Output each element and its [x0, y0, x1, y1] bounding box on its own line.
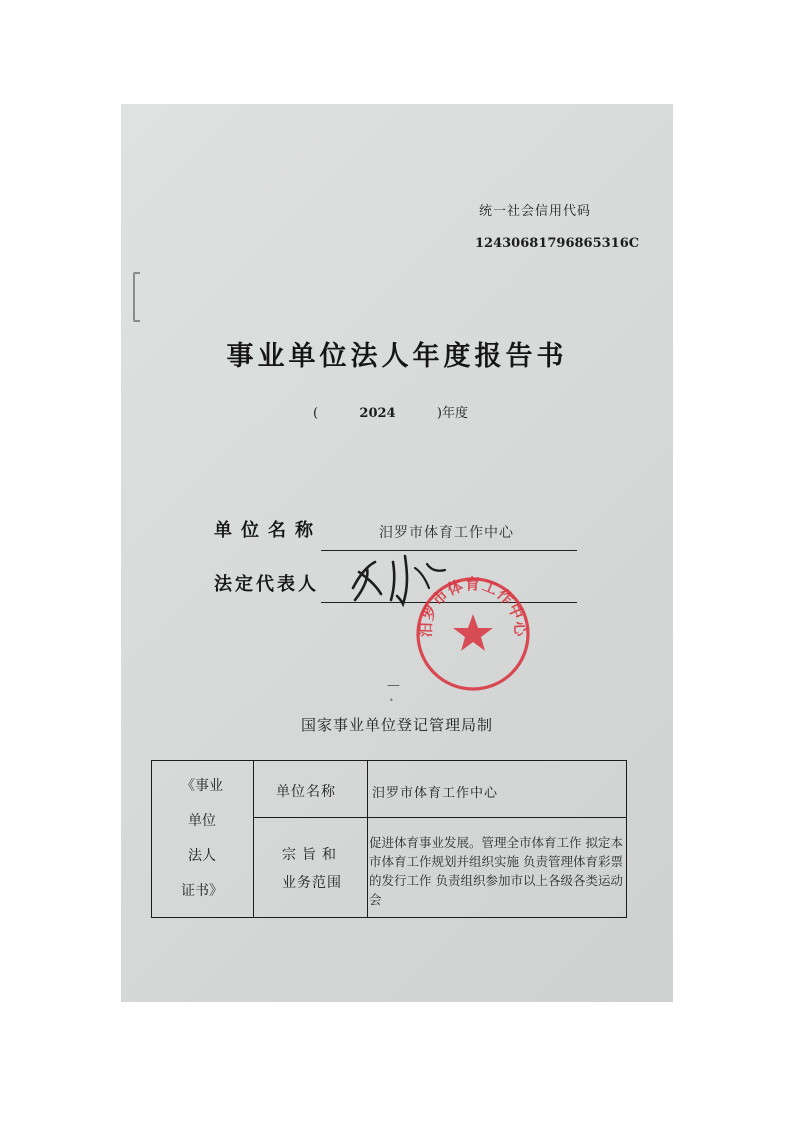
certificate-info-table	[151, 760, 627, 918]
legal-rep-label: 法定代表人	[214, 574, 319, 595]
unit-name-value: 汨罗市体育工作中心	[379, 525, 514, 541]
binder-clip-mark	[133, 272, 140, 322]
cert-label-line: 证书》	[181, 883, 223, 899]
credit-code-value: 12430681796865316C	[475, 236, 640, 251]
cert-unit-name-label: 单位名称	[276, 784, 336, 800]
cert-label-line: 单位	[188, 813, 216, 829]
separator-dot: •	[389, 696, 394, 705]
official-seal	[413, 574, 533, 694]
unit-name-label: 单位名称	[214, 520, 322, 541]
certificate-label-column	[152, 769, 252, 909]
purpose-label-line-2: 业务范围	[282, 875, 342, 891]
purpose-label-line-1: 宗旨和	[282, 847, 342, 863]
cert-label-line: 《事业	[181, 778, 223, 794]
cert-unit-name-value: 汨罗市体育工作中心	[372, 786, 499, 801]
cert-label-line: 法人	[188, 848, 216, 864]
cert-purpose-label	[256, 841, 368, 897]
issuing-bureau: 国家事业单位登记管理局制	[300, 716, 493, 734]
credit-code-label: 统一社会信用代码	[479, 204, 592, 219]
report-year-line	[313, 402, 468, 421]
table-row-divider	[253, 817, 626, 818]
document-title: 事业单位法人年度报告书	[226, 341, 568, 372]
cert-purpose-value: 促进体育事业发展。管理全市体育工作 拟定本市体育工作规划并组织实施 负责管理体育彩票的发行工作 负责组织参加市以上各级各类运动会	[369, 835, 623, 907]
separator-dash: —	[387, 678, 400, 693]
seal-text: 汨罗市体育工作中心	[416, 575, 530, 638]
year-open-paren: (	[313, 406, 319, 421]
report-cover-paper	[121, 104, 673, 1002]
table-divider-1	[253, 761, 254, 917]
year-suffix: )年度	[436, 406, 468, 421]
report-year: 2024	[359, 406, 396, 421]
